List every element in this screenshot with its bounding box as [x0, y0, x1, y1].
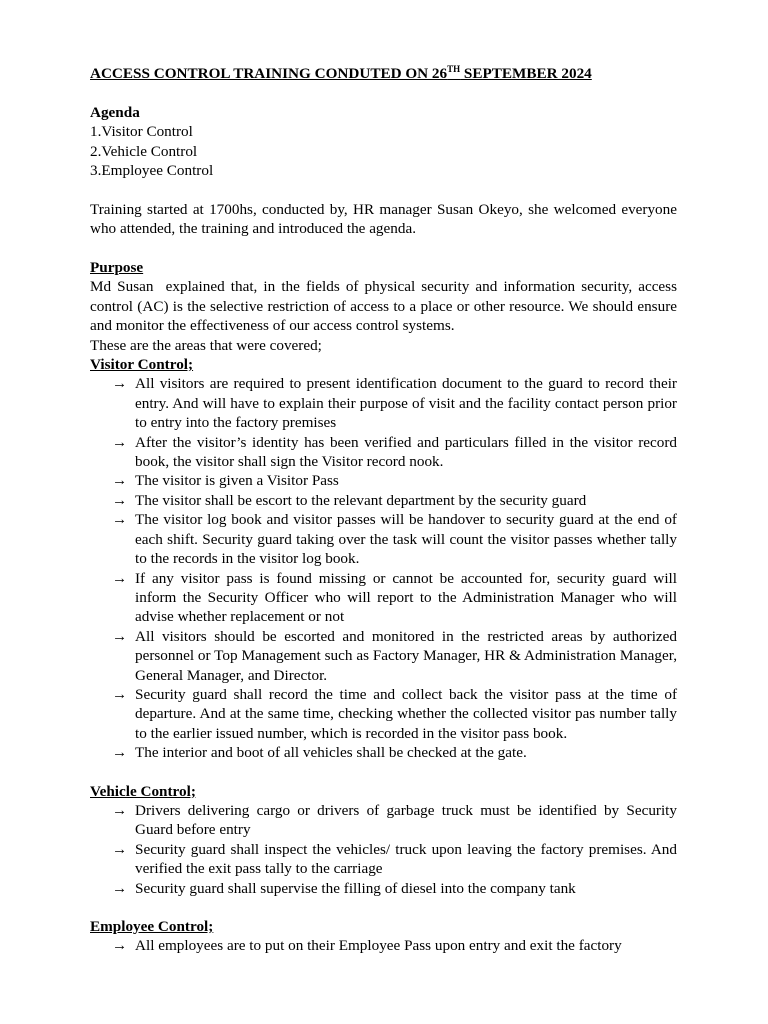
- vehicle-control-heading: Vehicle Control;: [90, 782, 196, 800]
- list-item-text: All employees are to put on their Employee Pass upon entry and exit the factory: [135, 937, 622, 955]
- list-item: [90, 801, 677, 840]
- list-item: [90, 433, 677, 472]
- title-date-text: SEPTEMBER 2024: [460, 65, 592, 82]
- list-item: [90, 510, 677, 568]
- list-item: [90, 879, 677, 898]
- list-item-text: The interior and boot of all vehicles shall be checked at the gate.: [135, 744, 527, 762]
- list-item: [90, 936, 677, 955]
- visitor-control-heading: Visitor Control;: [90, 356, 194, 374]
- list-item: [90, 685, 677, 743]
- list-item: [90, 569, 677, 627]
- list-item-text: All visitors are required to present identification document to the guard to record their entry. And will have to explain their purpose of visit and the facility contact person prior to entry into the factory premises: [135, 375, 677, 432]
- list-item: [90, 374, 677, 432]
- list-item-text: Drivers delivering cargo or drivers of garbage truck must be identified by Security Guard before entry: [135, 801, 677, 839]
- arrow-bullet-icon: →: [112, 879, 128, 897]
- arrow-bullet-icon: →: [112, 511, 128, 529]
- list-item-text: The visitor shall be escort to the relevant department by the security guard: [135, 491, 587, 509]
- list-item-text: The visitor is given a Visitor Pass: [135, 472, 339, 490]
- arrow-bullet-icon: →: [112, 744, 128, 762]
- list-item-text: Security guard shall inspect the vehicles/ truck upon leaving the factory premises. And verified the exit pass tally to the carriage: [135, 840, 677, 878]
- arrow-bullet-icon: →: [112, 937, 128, 955]
- list-item-text: After the visitor’s identity has been verified and particulars filled in the visitor record book, the visitor shall sign the Visitor record nook.: [135, 433, 677, 471]
- list-item-text: If any visitor pass is found missing or cannot be accounted for, security guard will inform the Security Officer who will report to the Administration Manager who will advise whether replacement or not: [135, 569, 677, 626]
- agenda-item: 2.Vehicle Control: [90, 142, 198, 160]
- agenda-item: 1.Visitor Control: [90, 123, 193, 141]
- agenda-heading: Agenda: [90, 103, 140, 121]
- areas-covered-text: These are the areas that were covered;: [90, 336, 322, 354]
- visitor-control-list: [90, 374, 677, 762]
- title-text: ACCESS CONTROL TRAINING CONDUTED ON 26: [90, 65, 448, 82]
- vehicle-control-list: [90, 801, 677, 898]
- arrow-bullet-icon: →: [112, 433, 128, 451]
- arrow-bullet-icon: →: [112, 375, 128, 393]
- list-item: [90, 491, 677, 510]
- list-item: [90, 627, 677, 685]
- title-ordinal-suffix: TH: [447, 64, 461, 74]
- list-item-text: Security guard shall record the time and collect back the visitor pass at the time of departure. And at the same time, checking whether the collected visitor pas number tally to the earlier issued number, which is recorded in the visitor pass book.: [135, 685, 677, 742]
- list-item-text: All visitors should be escorted and monitored in the restricted areas by authorized personnel or Top Management such as Factory Manager, HR & Administration Manager, General Manager, and Director.: [135, 627, 677, 684]
- arrow-bullet-icon: →: [112, 491, 128, 509]
- document-page: [90, 64, 681, 956]
- arrow-bullet-icon: →: [112, 840, 128, 858]
- list-item: [90, 840, 677, 879]
- arrow-bullet-icon: →: [112, 472, 128, 490]
- arrow-bullet-icon: →: [112, 685, 128, 703]
- list-item-text: The visitor log book and visitor passes will be handover to security guard at the end of each shift. Security guard taking over the task will count the visitor passes whether tally to the records in the visitor log book.: [135, 511, 677, 568]
- list-item-text: Security guard shall supervise the filling of diesel into the company tank: [135, 879, 576, 897]
- arrow-bullet-icon: →: [112, 569, 128, 587]
- document-title: [90, 64, 677, 83]
- agenda-item: 3.Employee Control: [90, 162, 214, 180]
- intro-paragraph: Training started at 1700hs, conducted by, HR manager Susan Okeyo, she welcomed everyone who attended, the training and introduced the agenda.: [90, 200, 677, 238]
- list-item: [90, 743, 677, 762]
- arrow-bullet-icon: →: [112, 801, 128, 819]
- arrow-bullet-icon: →: [112, 627, 128, 645]
- employee-control-heading: Employee Control;: [90, 918, 214, 936]
- list-item: [90, 471, 677, 490]
- purpose-heading: Purpose: [90, 259, 144, 277]
- employee-control-list: [90, 936, 677, 955]
- purpose-paragraph: Md Susan explained that, in the fields of physical security and information security, access control (AC) is the selective restriction of access to a place or other resource. We should ensure and monitor the effectiveness of our access control systems.: [90, 278, 681, 335]
